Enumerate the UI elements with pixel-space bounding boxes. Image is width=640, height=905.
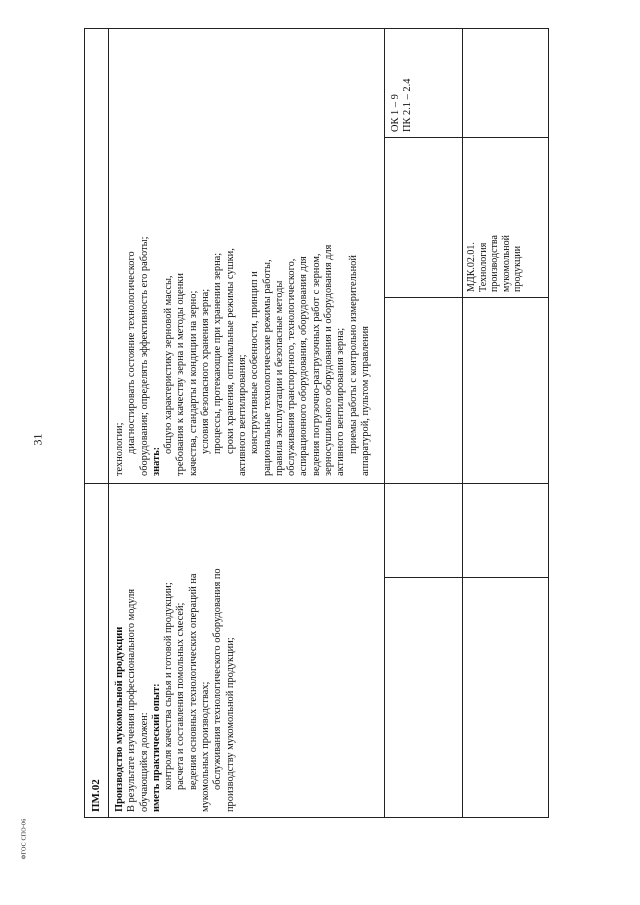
row1-line: аспирационного оборудования, оборудования для	[298, 256, 310, 476]
row1-content	[114, 30, 382, 476]
row1-line: оборудования; определять эффективность его работы;	[138, 236, 150, 476]
table-border-left	[84, 817, 549, 818]
competency-line: ОК 1 – 9	[390, 94, 401, 132]
row1-line: знать:	[150, 446, 162, 476]
col-line-hours1	[462, 28, 463, 818]
row1-line: конструктивные особенности, принцип и	[249, 271, 261, 454]
row2-line: В результате изучения профессионального модуля	[126, 588, 138, 812]
row1-line: ведения погрузочно-разгрузочных работ с зерном,	[310, 253, 322, 476]
row1-line: зерносушильного оборудования и оборудования для	[323, 244, 335, 476]
competencies-cell	[390, 32, 430, 132]
mdk-line: Технология	[477, 242, 489, 292]
hours-separator-3	[384, 137, 548, 138]
row2-line: контроля качества сырья и готовой продукции;	[163, 582, 175, 790]
mdk-line: продукции	[512, 245, 523, 292]
row2-line: расчета и составления помольных смесей;	[175, 602, 187, 790]
row1-line: активного вентилирования;	[236, 354, 248, 476]
hours-separator	[384, 577, 548, 578]
row1-line: рациональные технологические режимы работы,	[261, 259, 273, 476]
mdk-line: мукомольной	[500, 235, 512, 292]
row2-line: мукомольных производствах;	[200, 681, 212, 812]
row1-line: технологии;	[114, 422, 125, 476]
hours-separator-2	[384, 297, 548, 298]
row-separator	[84, 483, 549, 484]
mdk-line: МДК.02.01.	[466, 242, 477, 292]
page-number: 31	[30, 433, 45, 446]
col-line-mdk	[384, 28, 385, 818]
row1-line: условия безопасного хранения зерна;	[200, 288, 212, 454]
mdk-line: производства	[489, 235, 500, 292]
row2-line: обучающийся должен:	[138, 712, 150, 812]
col-line-code	[108, 28, 109, 818]
module-code: ПМ.02	[90, 779, 102, 812]
row1-line: активного вентилирования зерна;	[335, 327, 347, 476]
table-border-top	[84, 28, 85, 818]
competency-line: ПК 2.1 – 2.4	[402, 78, 413, 132]
mdk-cell	[466, 142, 546, 292]
row2-line: Производство мукомольной продукции	[114, 626, 125, 812]
row1-line: сроки хранения, оптимальные режимы сушки,	[224, 248, 236, 454]
row1-line: правила эксплуатации и безопасные методы	[273, 280, 285, 476]
row1-line: требования к качеству зерна и методы оценки	[175, 273, 187, 476]
row2-line: иметь практический опыт:	[150, 683, 162, 812]
row2-line: производству мукомольной продукции;	[224, 637, 236, 812]
curriculum-table	[84, 28, 549, 818]
row1-line: обслуживания транспортного, технологического,	[286, 258, 298, 476]
row1-line: качества, стандарты и кондиции на зерно;	[187, 290, 199, 476]
table-border-right	[84, 28, 549, 29]
row2-content	[114, 486, 382, 812]
row2-line: обслуживания технологического оборудования по	[212, 568, 224, 790]
row1-line: приемы работы с контрольно измерительной	[347, 255, 359, 454]
row1-line: общую характеристику зерновой массы,	[163, 275, 175, 454]
row1-line: диагностировать состояние технологического	[126, 251, 138, 454]
footer-code: ФГОС СПО-06	[21, 818, 28, 860]
row1-line: аппаратурой, пультом управления	[359, 326, 371, 476]
row2-line: ведения основных технологических операций на	[187, 573, 199, 790]
table-border-bottom	[548, 28, 549, 818]
row1-line: процессы, протекающие при хранении зерна;	[212, 252, 224, 454]
